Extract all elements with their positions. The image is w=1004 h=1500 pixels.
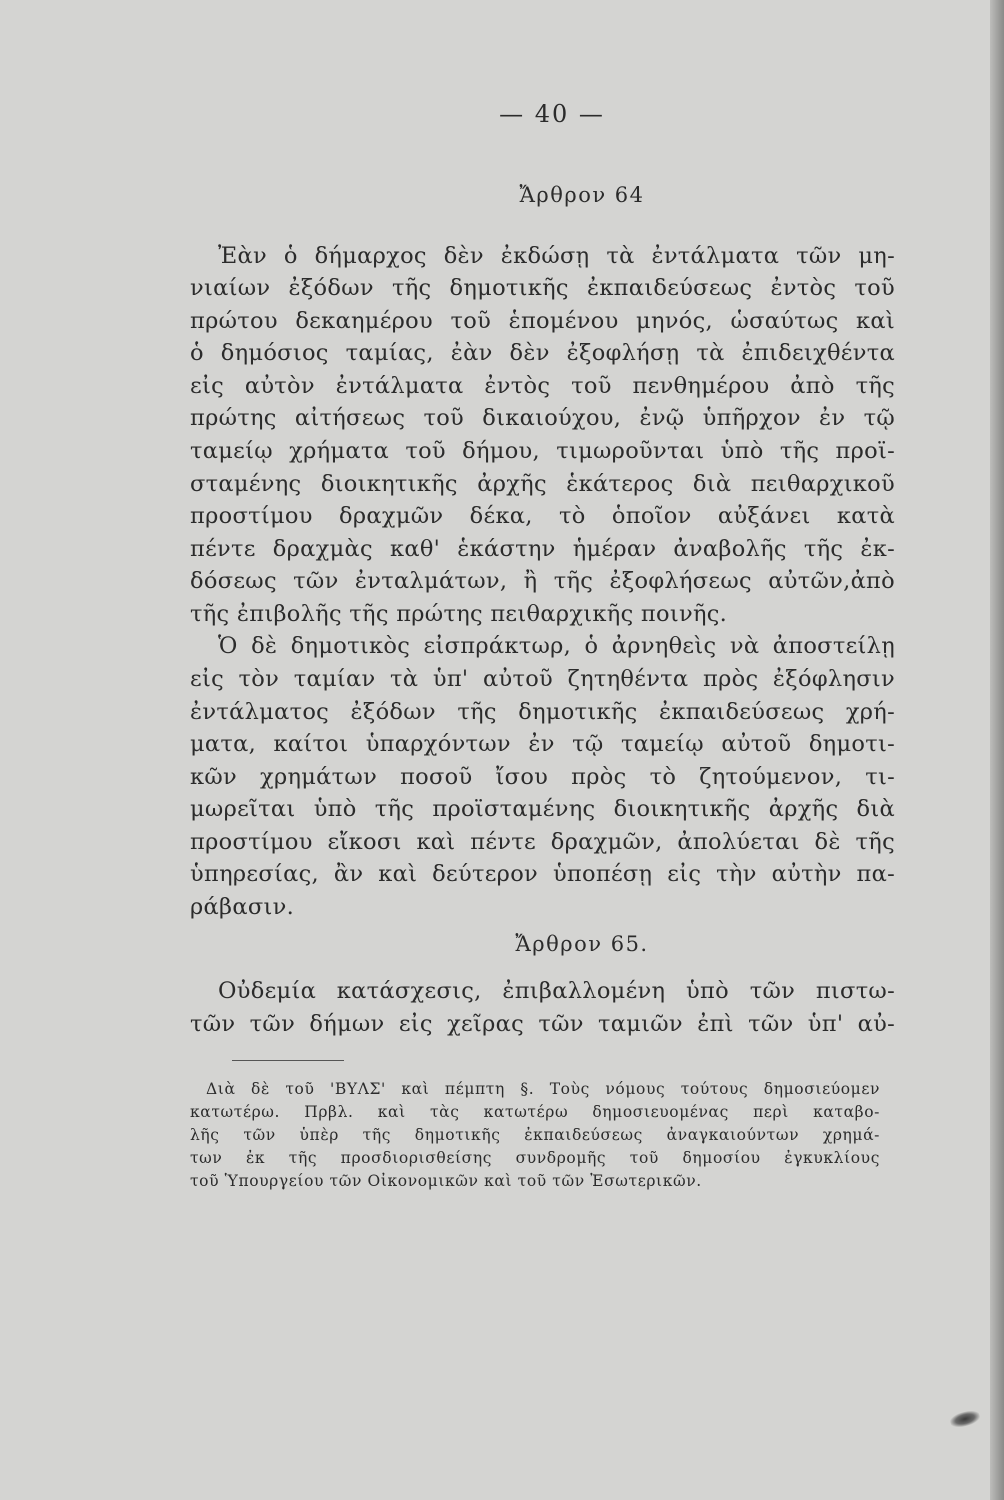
- page-number: — 40 —: [499, 100, 605, 128]
- text-line: Ὁ δὲ δημοτικὸς εἰσπράκτωρ, ὁ ἀρνηθεὶς νὰ ἀποστείλῃ: [218, 633, 895, 659]
- text-line: πρώτου δεκαημέρου τοῦ ἑπομένου μηνός, ὡσαύτως καὶ: [190, 308, 895, 334]
- text-line: ράβασιν.: [190, 894, 295, 920]
- text-line: πρώτης αἰτήσεως τοῦ δικαιούχου, ἐνῷ ὑπῆρχον ἐν τῷ: [190, 405, 895, 431]
- text-line: τῶν τῶν δήμων εἰς χεῖρας τῶν ταμιῶν ἐπὶ τῶν ὑπ' αὐ-: [190, 1011, 895, 1037]
- footnote-line: κατωτέρω. Πρβλ. καὶ τὰς κατωτέρω δημοσιευομένας περὶ καταβο-: [190, 1103, 880, 1121]
- ink-smudge: [949, 1408, 982, 1429]
- text-line: κῶν χρημάτων ποσοῦ ἴσου πρὸς τὸ ζητούμενον, τι-: [190, 764, 895, 790]
- text-line: ματα, καίτοι ὑπαρχόντων ἐν τῷ ταμείῳ αὐτοῦ δημοτι-: [190, 731, 895, 757]
- article-64-heading: Ἄρθρον 64: [519, 183, 645, 207]
- text-line: ὁ δημόσιος ταμίας, ἐὰν δὲν ἐξοφλήσῃ τὰ ἐπιδειχθέντα: [190, 340, 895, 366]
- text-line: νιαίων ἐξόδων τῆς δημοτικῆς ἐκπαιδεύσεως ἐντὸς τοῦ: [190, 275, 895, 301]
- footnote-rule: [232, 1060, 344, 1061]
- text-line: προστίμου δραχμῶν δέκα, τὸ ὁποῖον αὐξάνει κατὰ: [190, 503, 895, 529]
- footnote-line: τοῦ Ὑπουργείου τῶν Οἰκονομικῶν καὶ τοῦ τῶν Ἐσωτερικῶν.: [190, 1172, 702, 1190]
- text-line: ταμείῳ χρήματα τοῦ δήμου, τιμωροῦνται ὑπὸ τῆς προϊ-: [190, 438, 895, 464]
- text-line: μωρεῖται ὑπὸ τῆς προϊσταμένης διοικητικῆς ἀρχῆς διὰ: [190, 796, 895, 822]
- text-line: εἰς αὐτὸν ἐντάλματα ἐντὸς τοῦ πενθημέρου ἀπὸ τῆς: [190, 373, 895, 399]
- text-line: πέντε δραχμὰς καθ' ἑκάστην ἡμέραν ἀναβολῆς τῆς ἐκ-: [190, 536, 895, 562]
- text-line: σταμένης διοικητικῆς ἀρχῆς ἑκάτερος διὰ πειθαρχικοῦ: [190, 471, 895, 497]
- text-line: ὑπηρεσίας, ἂν καὶ δεύτερον ὑποπέσῃ εἰς τὴν αὐτὴν πα-: [190, 861, 895, 887]
- text-line: τῆς ἐπιβολῆς τῆς πρώτης πειθαρχικῆς ποινῆς.: [190, 601, 728, 627]
- text-line: προστίμου εἴκοσι καὶ πέντε δραχμῶν, ἀπολύεται δὲ τῆς: [190, 829, 895, 855]
- footnote-line: λῆς τῶν ὑπὲρ τῆς δημοτικῆς ἐκπαιδεύσεως ἀναγκαιούντων χρημά-: [190, 1126, 880, 1144]
- text-line: Οὐδεμία κατάσχεσις, ἐπιβαλλομένη ὑπὸ τῶν πιστω-: [218, 978, 895, 1004]
- page-edge: [990, 0, 1004, 1500]
- text-line: δόσεως τῶν ἐνταλμάτων, ἢ τῆς ἐξοφλήσεως αὐτῶν,ἀπὸ: [190, 568, 895, 594]
- article-65-heading: Ἄρθρον 65.: [515, 932, 649, 956]
- text-line: ἐντάλματος ἐξόδων τῆς δημοτικῆς ἐκπαιδεύσεως χρή-: [190, 699, 895, 725]
- footnote-line: των ἐκ τῆς προσδιορισθείσης συνδρομῆς τοῦ δημοσίου ἐγκυκλίους: [190, 1149, 880, 1167]
- footnote-line: Διὰ δὲ τοῦ 'ΒΥΛΣ' καὶ πέμπτη §. Τοὺς νόμους τούτους δημοσιεύομεν: [206, 1080, 880, 1098]
- text-line: Ἐὰν ὁ δήμαρχος δὲν ἐκδώσῃ τὰ ἐντάλματα τῶν μη-: [218, 243, 895, 269]
- text-line: εἰς τὸν ταμίαν τὰ ὑπ' αὐτοῦ ζητηθέντα πρὸς ἐξόφλησιν: [190, 666, 895, 692]
